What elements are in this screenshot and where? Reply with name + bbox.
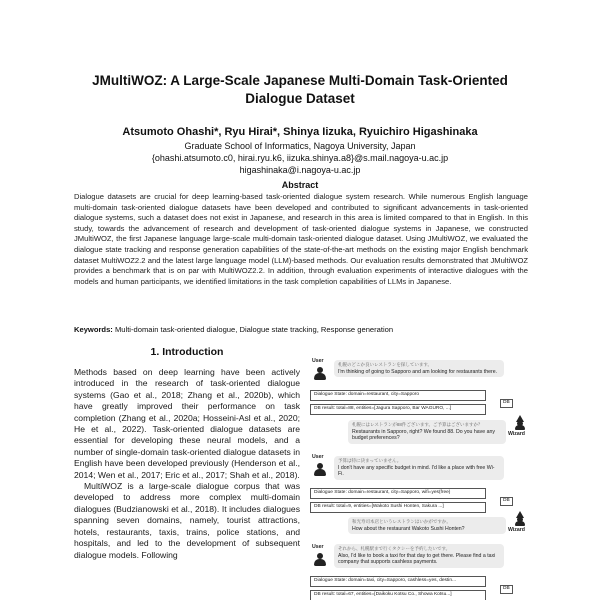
emails-line-2: higashinaka@i.nagoya-u.ac.jp [239, 165, 361, 175]
keywords-label: Keywords: [74, 325, 113, 334]
utterance-en: Restaurants in Sapporo, right? We found 88. Do you have any budget preferences? [352, 428, 495, 442]
abstract-heading: Abstract [281, 180, 319, 190]
user-utterance [334, 544, 504, 568]
user-utterance [334, 456, 504, 480]
section-title: 1. Introduction [150, 346, 224, 358]
keywords [74, 325, 528, 335]
user-label: User [312, 544, 324, 550]
wizard-icon [514, 511, 526, 525]
user-icon [314, 367, 325, 381]
utterance-en: How about the restaurant Wakoto Sushi Honten? [352, 525, 465, 532]
wizard-icon [514, 415, 526, 429]
user-label: User [312, 358, 324, 364]
db-result-box: DB result: total=67, entities=[Daikoku Kotsu Co., Showa Kotsu...] [310, 590, 486, 600]
utterance-jp: 札幌のどこか良いレストランを探しています。 [338, 362, 433, 367]
intro-paragraph-2: MultiWOZ is a large-scale dialogue corpus that was developed to address more complex multi-domain dialogues (Budzianowski et al., 2018). It includes dialogues spanning seven domains, namely, tourist attractions, hotels, restaurants, taxis, trains, police stations, and hospitals, and led to the development of subsequent dialogue models. Following [74, 481, 300, 560]
dialogue-state-box: Dialogue State: domain=taxi, city=Sapporo, cashless=yes, destin... [310, 576, 486, 587]
utterance-en: I'm thinking of going to Sapporo and am looking for restaurants there. [338, 368, 498, 375]
title-line-2: Dialogue Dataset [245, 91, 355, 106]
utterance-en: Also, I'd like to book a taxi for that day to get there. Please find a taxi company that supports cashless payments. [338, 552, 496, 566]
dialogue-state-box: Dialogue State: domain=restaurant, city=Sapporo [310, 390, 486, 401]
title-line-1: JMultiWOZ: A Large-Scale Japanese Multi-Domain Task-Oriented [92, 73, 508, 88]
keywords-text: Multi-domain task-oriented dialogue, Dialogue state tracking, Response generation [114, 325, 394, 334]
wizard-utterance [348, 420, 506, 444]
db-tag: DB [500, 585, 513, 594]
utterance-en: I don't have any specific budget in mind. I'd like a place with free Wi-Fi. [338, 464, 495, 478]
utterance-jp: それから、札幌駅まで行くタクシーを予約したいです。 [338, 546, 451, 551]
db-tag: DB [500, 497, 513, 506]
user-utterance [334, 360, 504, 377]
db-result-box: DB result: total=9, entities=[Wakoto Sushi Honten, Sakura ...] [310, 502, 486, 513]
dialogue-state-box: Dialogue State: domain=restaurant, city=Sapporo, wifi=yes(free) [310, 488, 486, 499]
user-icon [314, 463, 325, 477]
authors: Atsumoto Ohashi*, Ryu Hirai*, Shinya Iizuka, Ryuichiro Higashinaka [122, 126, 478, 138]
wizard-label: Wizard [508, 527, 525, 533]
intro-paragraph-1: Methods based on deep learning have been actively introduced in the research of task-oriented dialogue systems (Gao et al., 2018; Zhang et al., 2020b), which have greatly improved their performance on task completion (Zhang et al., 2020a; Hosseini-Asl et al., 2020; He et al., 2022). Task-oriented dialogue datasets are essential for developing these neural models, and a number of single-domain task-oriented dialogue datasets in English have been developed previously (Henderson et al., 2014; Wen et al., 2017; Eric et al., 2017; Shah et al., 2018). [74, 367, 300, 480]
affiliation: Graduate School of Informatics, Nagoya University, Japan [184, 141, 416, 151]
emails-line-1: {ohashi.atsumoto.c0, hirai.ryu.k6, iizuka.shinya.a8}@s.mail.nagoya-u.ac.jp [151, 153, 449, 163]
db-result-box: DB result: total=88, entities=[Jagura Sapporo, Bar WAGURO, ...] [310, 404, 486, 415]
abstract-text: Dialogue datasets are crucial for deep learning-based task-oriented dialogue system research. While numerous English language multi-domain task-oriented dialogue datasets have been developed and contributed to significant advancements in task-oriented dialogue systems, such a dataset does not exist in Japanese, and research in this area is limited compared to that in English. In this study, towards the advancement of research and development of task-oriented dialogue systems in Japanese, we constructed JMultiWOZ, the first Japanese language large-scale multi-domain task-oriented dialogue dataset. Using JMultiWOZ, we evaluated the dialogue state tracking and response generation capabilities of the state-of-the-art methods on the existing major English benchmark dataset MultiWOZ2.2 and the latest large language model (LLM)-based methods. Our evaluation results demonstrated that JMultiWOZ provides a benchmark that is on par with MultiWOZ2.2. In addition, through evaluation experiments of interactive dialogues with the models and human participants, we identified limitations in the task completion capabilities of LLMs in Japanese. [74, 192, 528, 286]
paper-title [40, 72, 560, 108]
utterance-jp: 予算は特に決まっていません。 [338, 458, 402, 463]
dialogue-figure [310, 358, 532, 600]
user-icon [314, 553, 325, 567]
utterance-jp: 札幌にはレストランが88件ございます。ご予算はございますか？ [352, 422, 483, 427]
intro-text [74, 367, 300, 561]
wizard-label: Wizard [508, 431, 525, 437]
utterance-jp: 和光寿司本店というレストランはいかがですか。 [352, 519, 451, 524]
wizard-utterance [348, 517, 506, 534]
db-tag: DB [500, 399, 513, 408]
user-label: User [312, 454, 324, 460]
